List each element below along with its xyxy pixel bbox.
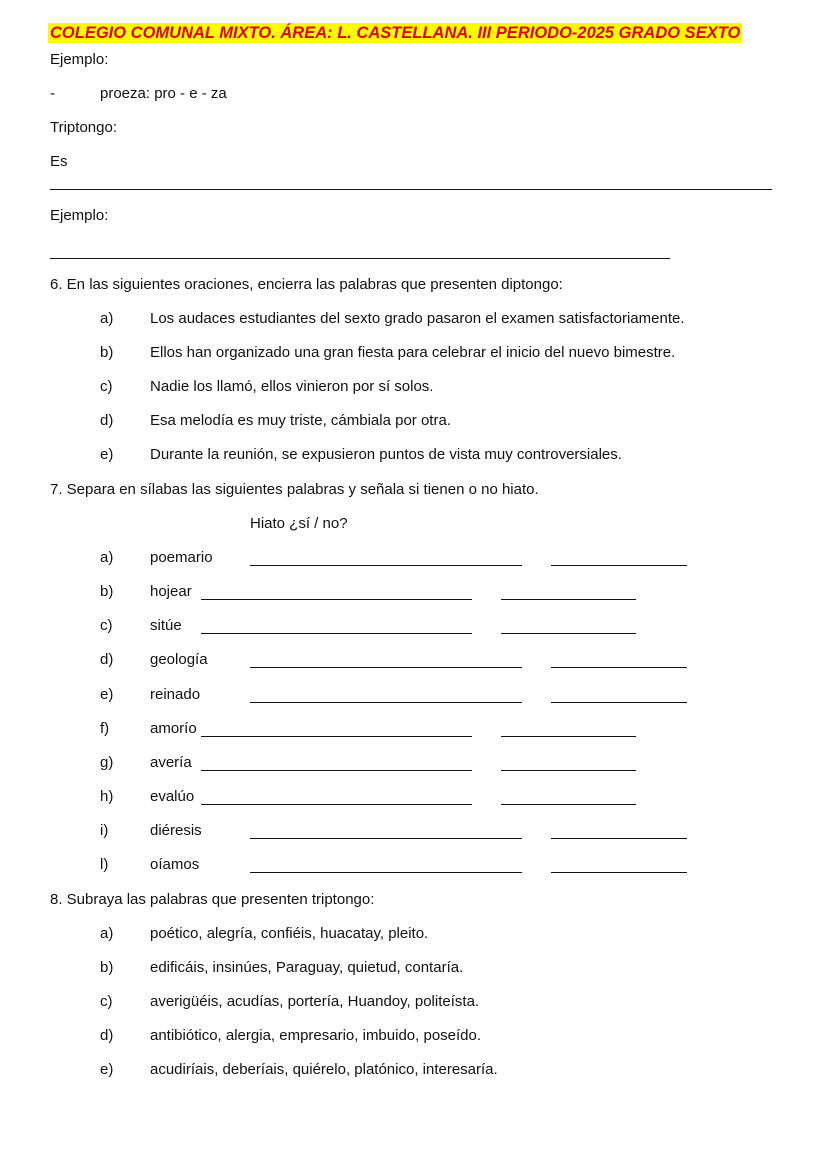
word-to-separate: reinado [150, 686, 201, 703]
sentence-text: Durante la reunión, se expusieron puntos de vista muy controversiales. [150, 446, 622, 463]
hiato-answer-line[interactable] [501, 804, 636, 805]
sentence-text: Los audaces estudiantes del sexto grado pasaron el examen satisfactoriamente. [150, 310, 685, 327]
hiato-answer-line[interactable] [501, 736, 636, 737]
word-list-text: edificáis, insinúes, Paraguay, quietud, contaría. [150, 959, 464, 976]
example-label-2: Ejemplo: [50, 207, 109, 224]
sentence-text: Ellos han organizado una gran fiesta para celebrar el inicio del nuevo bimestre. [150, 344, 676, 361]
item-letter: i) [100, 822, 109, 839]
syllable-answer-line[interactable] [250, 565, 522, 566]
definition-label: Es [50, 153, 68, 170]
word-to-separate: geología [150, 651, 208, 668]
item-letter: d) [100, 412, 114, 429]
syllable-answer-line[interactable] [201, 633, 472, 634]
item-letter: c) [100, 617, 113, 634]
item-letter: b) [100, 344, 114, 361]
item-letter: b) [100, 583, 114, 600]
hiato-answer-line[interactable] [551, 838, 687, 839]
document-header: COLEGIO COMUNAL MIXTO. ÁREA: L. CASTELLANA. III PERIODO-2025 GRADO SEXTO [50, 24, 741, 42]
item-letter: l) [100, 856, 109, 873]
example-answer-line[interactable] [50, 258, 670, 259]
syllable-answer-line[interactable] [250, 667, 522, 668]
triptongo-label: Triptongo: [50, 119, 117, 136]
question-8-title: 8. Subraya las palabras que presenten triptongo: [50, 891, 375, 908]
syllable-answer-line[interactable] [250, 838, 522, 839]
hiato-column-header: Hiato ¿sí / no? [250, 515, 348, 532]
item-letter: a) [100, 310, 114, 327]
word-list-text: acudiríais, deberíais, quiérelo, platónico, interesaría. [150, 1061, 498, 1078]
item-letter: a) [100, 925, 114, 942]
question-6-title: 6. En las siguientes oraciones, encierra las palabras que presenten diptongo: [50, 276, 563, 293]
item-letter: e) [100, 1061, 114, 1078]
hiato-answer-line[interactable] [551, 565, 687, 566]
item-letter: f) [100, 720, 110, 737]
definition-answer-line[interactable] [50, 189, 772, 190]
hiato-answer-line[interactable] [501, 633, 636, 634]
hiato-answer-line[interactable] [551, 702, 687, 703]
item-letter: b) [100, 959, 114, 976]
word-to-separate: sitúe [150, 617, 182, 634]
hiato-answer-line[interactable] [501, 599, 636, 600]
example-proeza: proeza: pro - e - za [100, 85, 227, 102]
hiato-answer-line[interactable] [551, 667, 687, 668]
item-letter: c) [100, 993, 113, 1010]
word-to-separate: amorío [150, 720, 197, 737]
word-to-separate: evalúo [150, 788, 195, 805]
syllable-answer-line[interactable] [201, 599, 472, 600]
syllable-answer-line[interactable] [201, 736, 472, 737]
item-letter: e) [100, 446, 114, 463]
sentence-text: Esa melodía es muy triste, cámbiala por otra. [150, 412, 451, 429]
question-7-title: 7. Separa en sílabas las siguientes palabras y señala si tienen o no hiato. [50, 481, 539, 498]
syllable-answer-line[interactable] [250, 702, 522, 703]
word-to-separate: avería [150, 754, 192, 771]
syllable-answer-line[interactable] [250, 872, 522, 873]
item-letter: c) [100, 378, 113, 395]
word-to-separate: oíamos [150, 856, 200, 873]
sentence-text: Nadie los llamó, ellos vinieron por sí solos. [150, 378, 434, 395]
hiato-answer-line[interactable] [551, 872, 687, 873]
example-label: Ejemplo: [50, 51, 109, 68]
word-to-separate: diéresis [150, 822, 202, 839]
word-to-separate: poemario [150, 549, 213, 566]
item-letter: a) [100, 549, 114, 566]
item-letter: d) [100, 651, 114, 668]
hiato-answer-line[interactable] [501, 770, 636, 771]
bullet-dash: - [50, 85, 55, 102]
item-letter: h) [100, 788, 114, 805]
syllable-answer-line[interactable] [201, 770, 472, 771]
item-letter: g) [100, 754, 114, 771]
item-letter: d) [100, 1027, 114, 1044]
word-list-text: poético, alegría, confiéis, huacatay, pleito. [150, 925, 429, 942]
syllable-answer-line[interactable] [201, 804, 472, 805]
word-to-separate: hojear [150, 583, 192, 600]
word-list-text: antibiótico, alergia, empresario, imbuido, poseído. [150, 1027, 482, 1044]
word-list-text: averigüéis, acudías, portería, Huandoy, politeísta. [150, 993, 480, 1010]
item-letter: e) [100, 686, 114, 703]
